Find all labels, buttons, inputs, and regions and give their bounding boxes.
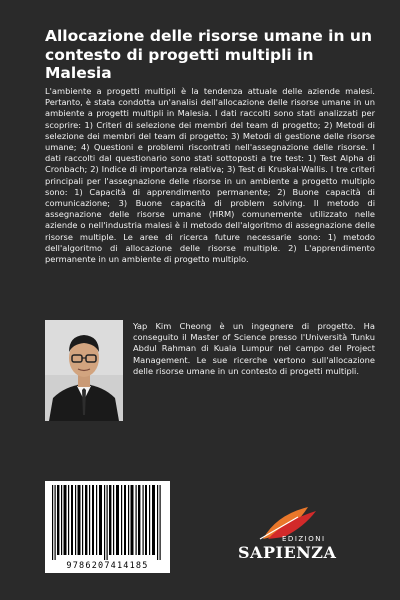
author-bio: Yap Kim Cheong è un ingegnere di progetto. Ha conseguito il Master of Science presso l'Università Tunku Abdul Rahman di Kuala Lumpur nel campo del Project Management. Le sue ricerche vertono sull'allocazione delle risorse umane in un contesto di progetti multipli.: [133, 321, 375, 376]
publisher-line1: EDIZIONI: [282, 535, 326, 543]
barcode-icon: [50, 485, 165, 560]
isbn-barcode: [45, 481, 170, 573]
book-abstract: L'ambiente a progetti multipli è la tendenza attuale delle aziende malesi. Pertanto, è stata condotta un'analisi dell'allocazione delle risorse umane in un ambiente a progetti multipli in Malesia. I dati raccolti sono stati analizzati per scoprire: 1) Criteri di selezione dei membri del team di progetto; 2) Metodi di selezione dei membri del team di progetto; 3) Metodi di gestione delle risorse umane; 4) Questioni e problemi riscontrati nell'assegnazione delle risorse. I dati raccolti dal questionario sono stati sottoposti a tre test: 1) Test Alpha di Cronbach; 2) Indice di importanza relativa; 3) Test di Kruskal-Wallis. I tre criteri principali per l'assegnazione delle risorse in un ambiente a progetto multiplo sono: 1) Capacità di apprendimento permanente; 2) Buone capacità di comunicazione; 3) Buone capacità di problem solving. Il metodo di assegnazione delle risorse umane (HRM) comunemente utilizzato nelle aziende o nell'industria malesi è il metodo dell'algoritmo di assegnazione delle risorse multiple. Le aree di ricerca future necessarie sono: 1) metodo dell'algoritmo di allocazione delle risorse multiple. 2) L'apprendimento permanente in un ambiente di progetto multiplo.: [45, 86, 375, 265]
author-photo: [45, 320, 123, 421]
isbn-number: 9786207414185: [66, 561, 149, 571]
author-portrait-icon: [45, 320, 123, 421]
publisher-line2: SAPIENZA: [238, 543, 337, 562]
book-title: Allocazione delle risorse umane in un contesto di progetti multipli in Malesia: [45, 27, 372, 82]
publisher-logo: [238, 505, 358, 575]
